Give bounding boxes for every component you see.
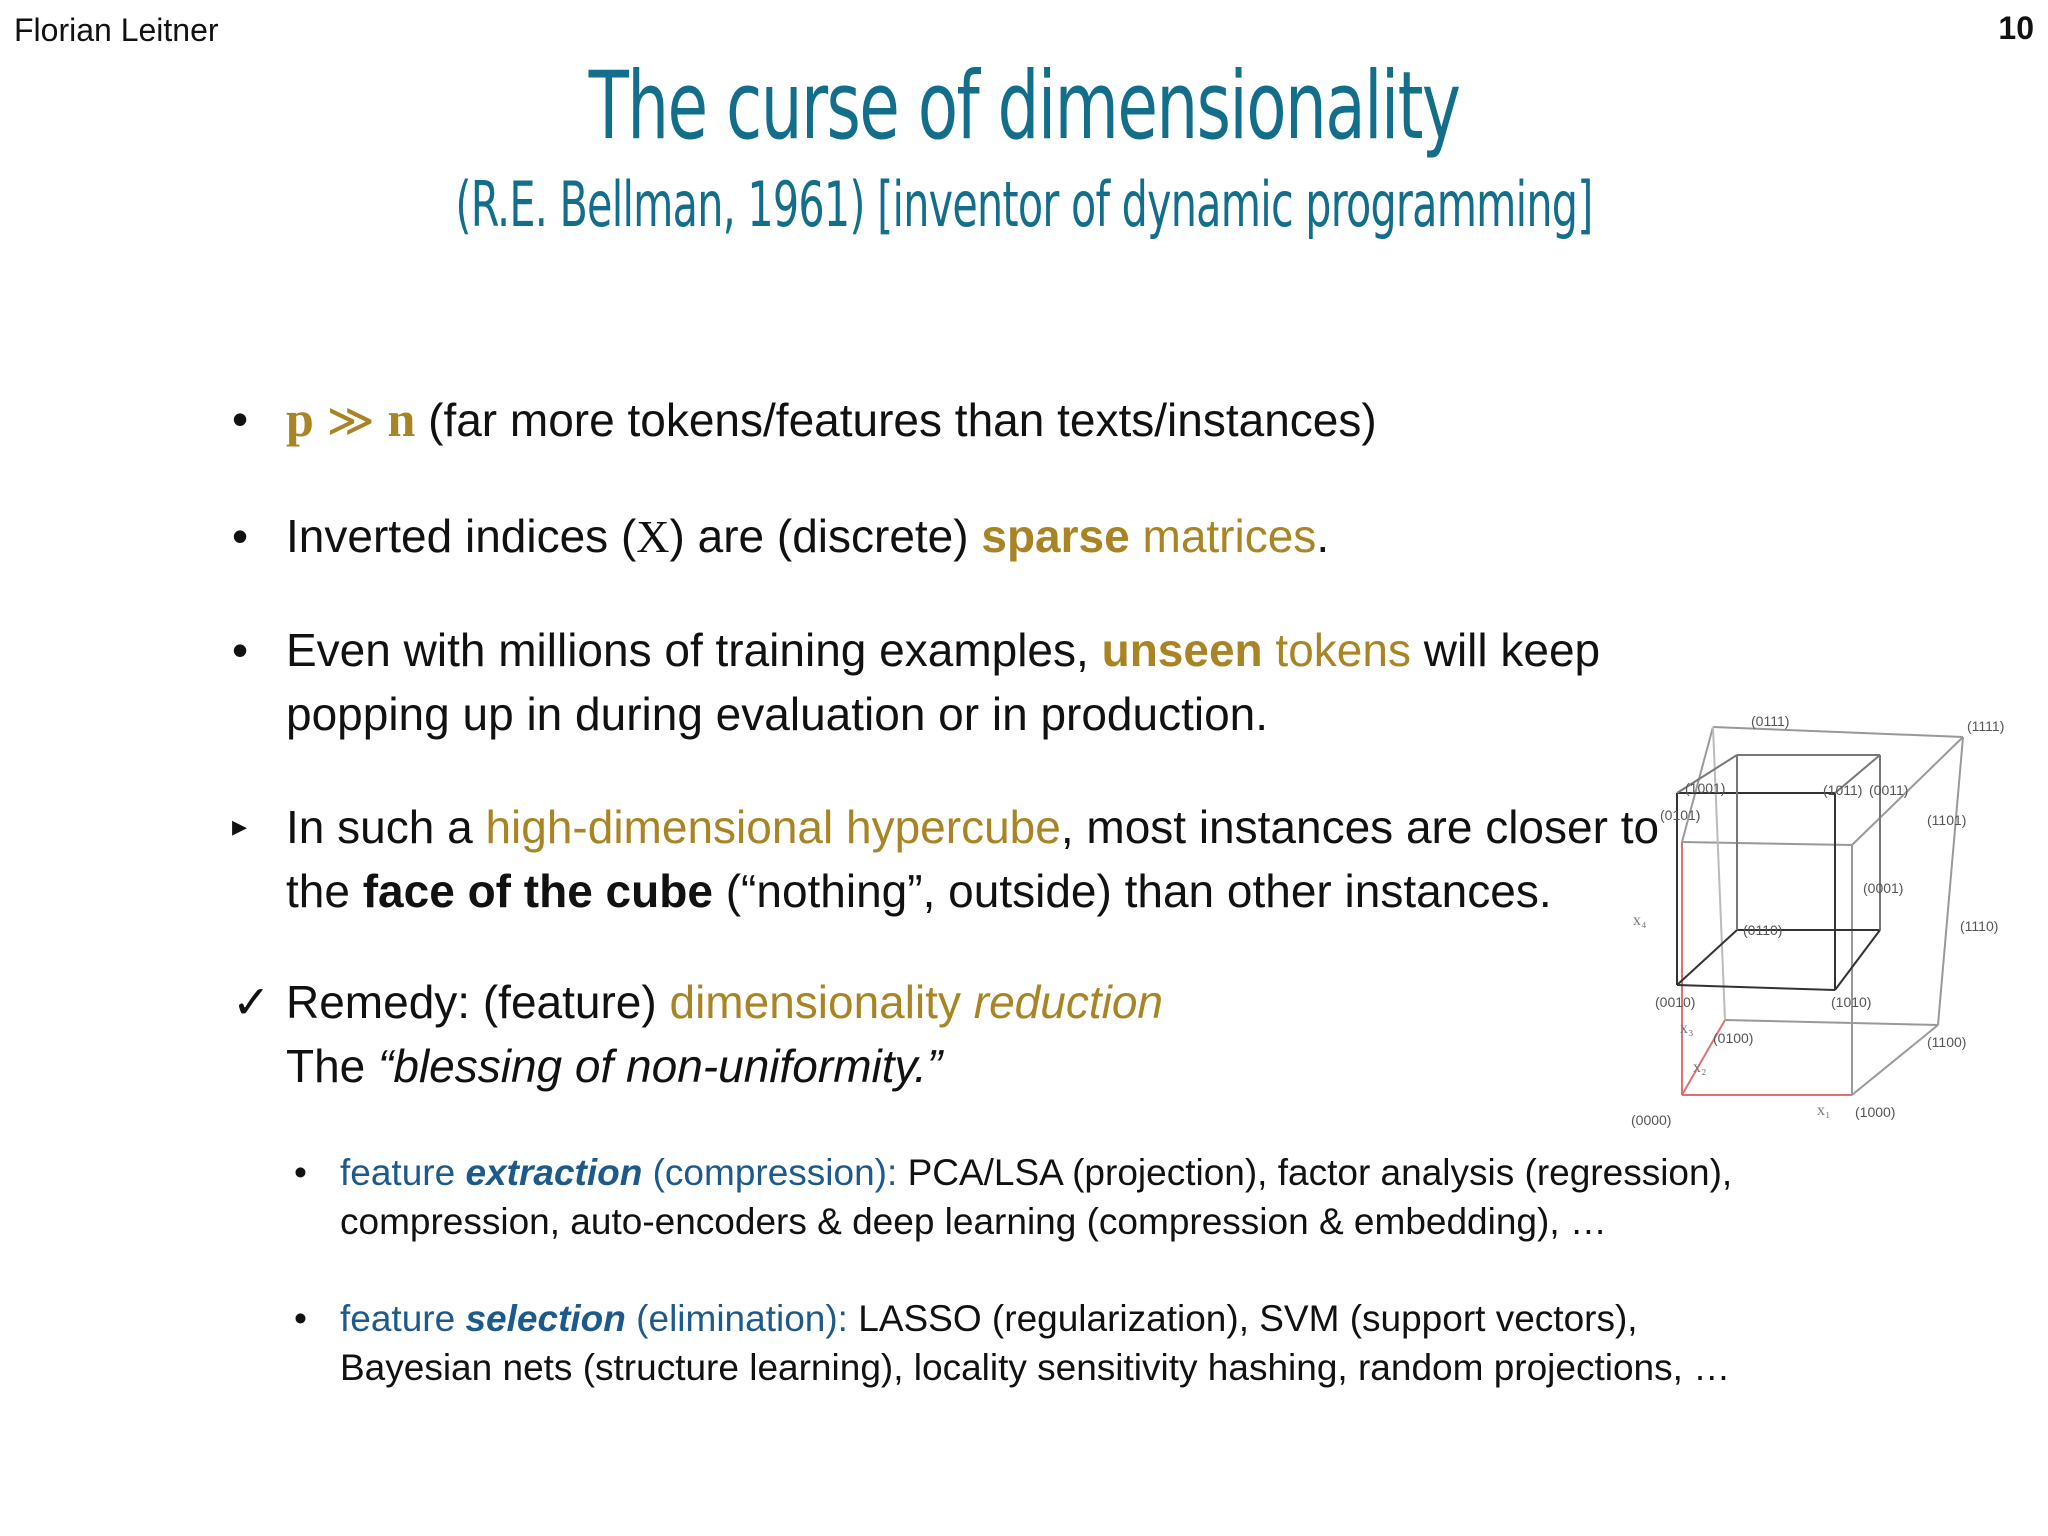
bullet-5-text-b: The	[286, 1040, 379, 1092]
face-of-cube-term: face of the cube	[362, 865, 713, 917]
vertex-label: (0000)	[1631, 1112, 1672, 1128]
bullet-marker: •	[232, 624, 249, 676]
sub-bullet-1	[294, 1148, 1894, 1246]
axis-label-x4: x₄	[1633, 912, 1647, 929]
bullet-marker: •	[294, 1298, 307, 1339]
n-symbol: n	[387, 391, 416, 447]
vertex-label: (1111)	[1967, 718, 2005, 734]
dimensionality-term: dimensionality	[669, 976, 974, 1028]
tokens-term: tokens	[1262, 624, 1411, 676]
sub-bullet-2	[294, 1294, 1894, 1392]
sub-bullet-2-c: (elimination):	[625, 1298, 859, 1339]
author-name: Florian Leitner	[14, 12, 219, 48]
vertex-label: (0101)	[1660, 807, 1701, 823]
slide-subtitle: (R.E. Bellman, 1961) [inventor of dynamic programming]	[455, 168, 1593, 241]
bullet-4-text-d: (“nothing”, outside) than other instances.	[712, 865, 1552, 917]
sub-bullet-1-d: PCA/LSA (projection), factor analysis (regression),	[907, 1152, 1733, 1193]
vertex-label: (0110)	[1743, 922, 1783, 938]
bullet-3-text-b: will keep	[1410, 624, 1601, 676]
bullet-4	[232, 795, 1892, 923]
bullet-2	[232, 504, 1892, 569]
unseen-term: unseen	[1101, 624, 1263, 676]
bullet-marker: •	[232, 393, 249, 445]
vertex-label: (1001)	[1685, 780, 1726, 796]
sub-bullet-1-a: feature	[340, 1152, 466, 1193]
bullet-marker: •	[232, 510, 249, 562]
vertex-label: (1110)	[1960, 918, 1999, 934]
bullet-3-line-2: popping up in during evaluation or in production.	[286, 688, 1269, 740]
sub-bullet-1-c: (compression):	[642, 1152, 908, 1193]
axis-label-x3: x₃	[1680, 1020, 1694, 1037]
hypercube-term: high-dimensional hypercube	[485, 801, 1061, 853]
bullet-2-end: .	[1316, 510, 1330, 562]
vertex-label: (1011)	[1823, 782, 1863, 798]
bullet-2-text-a: Inverted indices (	[286, 510, 637, 562]
bullet-4-text-a: In such a	[286, 801, 486, 853]
matrices-term: matrices	[1129, 510, 1317, 562]
slide-title: The curse of dimensionality	[588, 52, 1460, 161]
sub-bullet-2-d: LASSO (regularization), SVM (support vectors),	[858, 1298, 1638, 1339]
vertex-label: (0001)	[1863, 880, 1904, 896]
bullet-5	[232, 970, 1892, 1098]
sparse-term: sparse	[981, 510, 1130, 562]
reduction-term: reduction	[973, 976, 1163, 1028]
much-greater-symbol: ≫	[326, 394, 375, 446]
x-symbol: X	[636, 511, 670, 562]
bullet-marker: •	[294, 1152, 307, 1193]
bullet-5-text-a: Remedy: (feature)	[286, 976, 670, 1028]
axis-label-x1: x₁	[1817, 1102, 1831, 1119]
vertex-label: (0011)	[1869, 782, 1909, 798]
sub-bullet-2-a: feature	[340, 1298, 466, 1339]
vertex-label: (0010)	[1655, 994, 1696, 1010]
bullet-4-text-c: the	[286, 865, 363, 917]
vertex-label: (1010)	[1831, 994, 1872, 1010]
vertex-label: (0111)	[1751, 713, 1790, 729]
axis-label-x2: x₂	[1693, 1059, 1707, 1076]
sub-bullet-1-e: compression, auto-encoders & deep learning (compression & embedding), …	[340, 1201, 1607, 1242]
blessing-quote: “blessing of non-uniformity.”	[378, 1040, 943, 1092]
vertex-label: (1000)	[1855, 1104, 1896, 1120]
extraction-term: extraction	[465, 1152, 643, 1193]
triangle-bullet-icon: ▸	[232, 810, 248, 843]
bullet-4-text-b: , most instances are closer to	[1060, 801, 1660, 853]
selection-term: selection	[465, 1298, 626, 1339]
bullet-1-text: (far more tokens/features than texts/instances)	[415, 394, 1377, 446]
vertex-label: (1100)	[1927, 1034, 1967, 1050]
vertex-label: (0100)	[1713, 1030, 1754, 1046]
bullet-2-text-b: ) are (discrete)	[669, 510, 982, 562]
checkmark-icon: ✓	[232, 976, 271, 1028]
vertex-label: (1101)	[1927, 812, 1967, 828]
bullet-1	[232, 387, 1892, 452]
sub-bullet-2-e: Bayesian nets (structure learning), locality sensitivity hashing, random projections, …	[340, 1347, 1731, 1388]
page-number: 10	[1998, 10, 2034, 46]
p-symbol: p	[286, 391, 314, 447]
bullet-3-text-a: Even with millions of training examples,	[286, 624, 1102, 676]
